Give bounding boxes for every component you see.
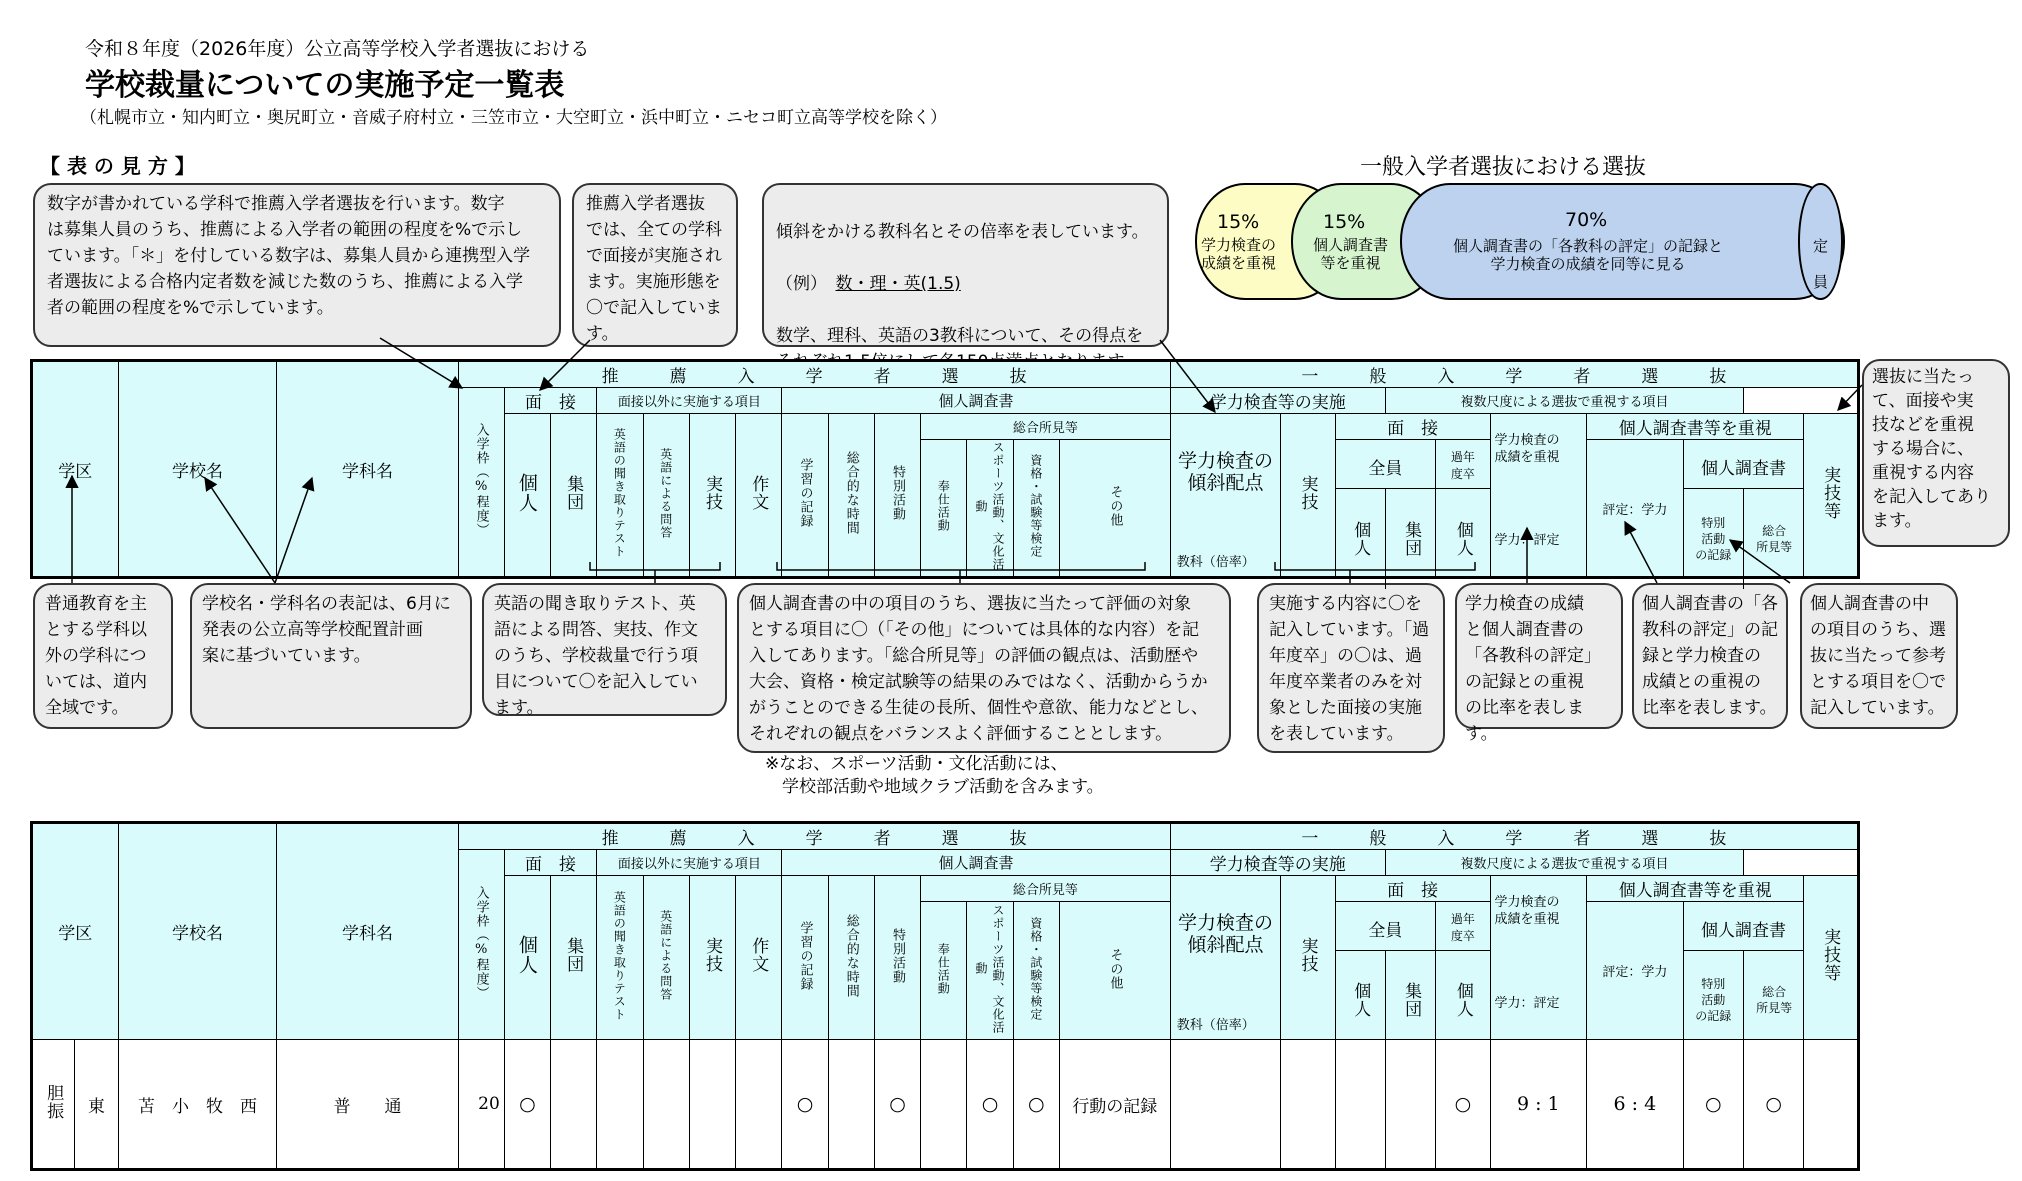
cell-jitsugi2 <box>1281 1040 1335 1170</box>
seg3-pct: 70% <box>1565 209 1608 231</box>
hdr2-fukusu: 複数尺度による選抜で重視する項目 <box>1385 850 1743 876</box>
hdr-hoshi: 奉仕活動 <box>921 440 967 578</box>
sub-zenin-0: 個人 <box>1335 950 1385 1050</box>
hdr2-hyotei-gak: 評定：学力 <box>1587 902 1684 1040</box>
page-title: 学校裁量についての実施予定一覧表 <box>85 68 565 103</box>
sub-kojin2-0: 特別 活動 の記録 <box>1683 488 1743 589</box>
cell-zenin-ind <box>1335 1040 1385 1170</box>
sub-kanendo-0: 個人 <box>1436 488 1490 589</box>
hdr2-ippan: 一 般 入 学 者 選 抜 <box>1170 823 1858 850</box>
hdr-waku: 入学枠（%程度） <box>458 388 504 578</box>
weighting-example: （例） 数・理・英(1.5) <box>776 274 961 294</box>
hdr2-sports: スポーツ活動、文化活動 <box>967 902 1013 1040</box>
table-row <box>32 1040 1859 1170</box>
header-exclusions: （札幌市立・知内町立・奥尻町立・音威子府村立・三笠市立・大空町立・浜中町立・ニセコ町立高等学校を除く） <box>80 108 947 128</box>
hdr2-kojin: 個人調査書 <box>782 850 1170 876</box>
hdr2-mensetsu: 面 接 <box>504 850 597 876</box>
hdr2-mensetsu2: 面 接 <box>1335 876 1490 902</box>
hdr2-eigo-mondo: 英語による問答 <box>643 876 689 1040</box>
cell-zenin-grp <box>1385 1040 1435 1170</box>
cell-eigo-kiki <box>597 1040 643 1170</box>
hdr-sakubun: 作文 <box>736 414 782 578</box>
cap-text: 定 員 <box>1813 237 1829 291</box>
data-table <box>30 821 1860 1171</box>
hdr2-tokubetsu: 特別活動 <box>874 876 920 1040</box>
callout-ratio-academic: 学力検査の成績 と個人調査書の 「各教科の評定」 の記録との重視 の比率を表します。 <box>1455 583 1623 729</box>
hdr-sogo-shoken: 総合所見等 <box>921 414 1171 440</box>
hdr2-zenin: 全員 <box>1335 902 1436 1040</box>
hdr-zenin: 全員 <box>1335 440 1436 578</box>
callout-ratio-report: 個人調査書の「各 教科の評定」の記 録と学力検査の 成績との重視の 比率を表します。 <box>1632 583 1788 729</box>
hdr2-sogo-shoken: 総合所見等 <box>921 876 1171 902</box>
hdr-keisha: 学力検査の 傾斜配点 教科（倍率） <box>1170 414 1281 578</box>
hdr-mensetsu-igai: 面接以外に実施する項目 <box>597 388 782 414</box>
weighting-desc: 数学、理科、英語の3教科について、その得点を <box>776 326 1144 346</box>
callout-reference: 個人調査書の中 の項目のうち、選 抜に当たって参考 とする項目を〇で 記入しています。 <box>1800 583 1958 729</box>
cell-shudan <box>551 1040 597 1170</box>
hdr2-sogo-jikan: 総合的な時間 <box>828 876 874 1040</box>
hdr-kojin-juushi: 個人調査書等を重視 <box>1587 414 1804 440</box>
hdr2-kojin-men: 個人 <box>504 876 550 1040</box>
hdr-kojin2: 個人調査書 <box>1683 440 1804 578</box>
hdr2-gakku: 学区 <box>32 823 119 1040</box>
callout-names: 学校名・学科名の表記は、6月に 発表の公立高等学校配置計画 案に基づいています。 <box>190 583 472 729</box>
cell-shikaku: ○ <box>1013 1040 1059 1170</box>
cell-kojin-men: ○ <box>504 1040 550 1170</box>
general-selection-title: 一般入学者選抜における選抜 <box>1360 155 1647 180</box>
hdr2-jitsugi: 実技 <box>689 876 735 1040</box>
hdr2-gakuryoku: 学力検査等の実施 <box>1170 850 1385 876</box>
sub-kanendo-0: 個人 <box>1436 950 1490 1050</box>
callout-extra-items: 英語の聞き取りテスト、英 語による問答、実技、作文 のうち、学校裁量で行う項 目について〇を記入してい ます。 <box>482 583 727 716</box>
cell-ratio-academic: 9 : 1 <box>1490 1040 1587 1170</box>
cell-tokubetsu2: ○ <box>1683 1040 1743 1170</box>
sub-kojin2-1: 総合 所見等 <box>1743 488 1803 589</box>
hdr2-school: 学校名 <box>118 823 277 1040</box>
hdr2-gak-juushi: 学力検査の 成績を重視 学力：評定 <box>1490 876 1587 1040</box>
hdr2-suisen: 推 薦 入 学 者 選 抜 <box>458 823 1170 850</box>
sub-zenin-0: 個人 <box>1335 488 1385 589</box>
hdr-sonota: その他 <box>1059 440 1170 578</box>
hdr2-jitsugi2: 実技 <box>1281 876 1335 1040</box>
callout-report: 個人調査書の中の項目のうち、選抜に当たって評価の対象 とする項目に〇（「その他」については具体的な内容）を記 入してあります。「総合所見等」の評価の観点は、活動歴や 大会、資格・検定試験等の結果のみではなく、活動からうか がうことのできる生徒の長所、個性や意欲、能力などとし、 それぞれの観点をバランスよく評価することとします。 <box>737 583 1231 753</box>
seg1-text: 学力検査の 成績を重視 <box>1201 236 1277 272</box>
header-line1: 令和８年度（2026年度）公立高等学校入学者選抜における <box>85 38 590 60</box>
hdr-shikaku: 資格・試験等検定 <box>1013 440 1059 578</box>
seg2-text: 個人調査書 等を重視 <box>1313 236 1389 272</box>
hdr2-waku: 入学枠（%程度） <box>458 850 504 1040</box>
hdr2-dept: 学科名 <box>277 823 458 1040</box>
cell-sogo2: ○ <box>1743 1040 1803 1170</box>
hdr2-kojin-juushi: 個人調査書等を重視 <box>1587 876 1804 902</box>
hdr2-gakushu: 学習の記録 <box>782 876 828 1040</box>
footnote: ※なお、スポーツ活動・文化活動には、 学校部活動や地域クラブ活動を含みます。 <box>765 754 1104 797</box>
cell-waku: 20 <box>458 1040 504 1170</box>
hdr2-kojin2: 個人調査書 <box>1683 902 1804 1040</box>
hdr2-shudan: 集団 <box>551 876 597 1040</box>
hdr2-eigo-kiki: 英語の聞き取りテスト <box>597 876 643 1040</box>
sub-kojin2-0: 特別 活動 の記録 <box>1683 950 1743 1050</box>
hdr-jitsugi-to: 実技等 <box>1804 414 1859 578</box>
hdr-school: 学校名 <box>118 361 277 578</box>
callout-weighting <box>762 183 1169 347</box>
sub-zenin-1: 集団 <box>1385 488 1435 589</box>
hdr-jitsugi: 実技 <box>689 414 735 578</box>
hdr-eigo-kiki: 英語の聞き取りテスト <box>597 414 643 578</box>
callout-interview: 推薦入学者選抜 では、全ての学科 で面接が実施され ます。実施形態を 〇で記入していま す。 <box>572 183 738 347</box>
seg2-pct: 15% <box>1323 211 1366 233</box>
hdr-eigo-mondo: 英語による問答 <box>643 414 689 578</box>
callout-quota: 数字が書かれている学科で推薦入学者選抜を行います。数字 は募集人員のうち、推薦による入学者の範囲の程度を%で示し ています。「＊」を付している数字は、募集人員から連携型入学 者選抜による合格内定者数を減じた数のうち、推薦による入学 者の範囲の程度を%で示しています。 <box>33 183 561 347</box>
hdr-tokubetsu: 特別活動 <box>874 414 920 578</box>
cell-jitsugi <box>689 1040 735 1170</box>
cell-hoshi <box>921 1040 967 1170</box>
hdr2-keisha: 学力検査の 傾斜配点 教科（倍率） <box>1170 876 1281 1040</box>
hdr-gakuryoku: 学力検査等の実施 <box>1170 388 1385 414</box>
cell-dept: 普 通 <box>277 1040 458 1170</box>
hdr-jitsugi2: 実技 <box>1281 414 1335 578</box>
hdr-sogo-jikan: 総合的な時間 <box>828 414 874 578</box>
hdr2-kanendo: 過年 度卒 <box>1436 902 1490 1040</box>
cell-gakushu: ○ <box>782 1040 828 1170</box>
hdr-mensetsu2: 面 接 <box>1335 414 1490 440</box>
hdr-sports: スポーツ活動、文化活動 <box>967 440 1013 578</box>
hdr-mensetsu: 面 接 <box>504 388 597 414</box>
hdr2-jitsugi-to: 実技等 <box>1804 876 1859 1040</box>
hdr-kojin-men: 個人 <box>504 414 550 578</box>
cell-jitsugi-to <box>1804 1040 1859 1170</box>
hdr-shudan: 集団 <box>551 414 597 578</box>
hdr-kanendo: 過年 度卒 <box>1436 440 1490 578</box>
hdr-gak-juushi: 学力検査の 成績を重視 学力：評定 <box>1490 414 1587 578</box>
cell-keisha <box>1170 1040 1281 1170</box>
hdr-ippan: 一 般 入 学 者 選 抜 <box>1170 361 1858 388</box>
hdr2-sonota: その他 <box>1059 902 1170 1040</box>
cell-school: 苫 小 牧 西 <box>118 1040 277 1170</box>
cell-area: 東 <box>75 1040 118 1170</box>
legend-table <box>30 359 1860 579</box>
legend-heading: 【 表 の 見 方 】 <box>40 154 195 178</box>
hdr-hyotei-gak: 評定：学力 <box>1587 440 1684 578</box>
hdr-fukusu: 複数尺度による選抜で重視する項目 <box>1385 388 1743 414</box>
callout-district: 普通教育を主 とする学科以 外の学科につ いては、道内 全域です。 <box>33 583 173 729</box>
sub-kojin2-1: 総合 所見等 <box>1743 950 1803 1050</box>
hdr-dept: 学科名 <box>277 361 458 578</box>
cell-district: 胆振 <box>32 1040 75 1170</box>
hdr2-shikaku: 資格・試験等検定 <box>1013 902 1059 1040</box>
hdr-gakushu: 学習の記録 <box>782 414 828 578</box>
cell-sports: ○ <box>967 1040 1013 1170</box>
cell-tokubetsu: ○ <box>874 1040 920 1170</box>
hdr2-sakubun: 作文 <box>736 876 782 1040</box>
cell-sakubun <box>736 1040 782 1170</box>
callout-implementation: 実施する内容に〇を 記入しています。「過 年度卒」の〇は、過 年度卒業者のみを対 象とした面接の実施 を表しています。 <box>1257 583 1445 753</box>
callout-emphasis: 選抜に当たっ て、面接や実 技などを重視 する場合に、 重視する内容 を記入してあり ます。 <box>1862 359 2010 547</box>
cell-ratio-report: 6 : 4 <box>1587 1040 1684 1170</box>
hdr-gakku: 学区 <box>32 361 119 578</box>
sub-zenin-1: 集団 <box>1385 950 1435 1050</box>
hdr-suisen: 推 薦 入 学 者 選 抜 <box>458 361 1170 388</box>
seg1-pct: 15% <box>1217 211 1260 233</box>
cell-sonota: 行動の記録 <box>1059 1040 1170 1170</box>
ratio-cylinder <box>1195 183 1845 300</box>
seg3-text: 個人調査書の「各教科の評定」の記録と 学力検査の成績を同等に見る <box>1453 237 1724 273</box>
hdr2-mensetsu-igai: 面接以外に実施する項目 <box>597 850 782 876</box>
hdr2-hoshi: 奉仕活動 <box>921 902 967 1040</box>
weighting-line1: 傾斜をかける教科名とその倍率を表しています。 <box>776 222 1149 242</box>
cell-sogo-jikan <box>828 1040 874 1170</box>
hdr-kojin: 個人調査書 <box>782 388 1170 414</box>
cell-eigo-mondo <box>643 1040 689 1170</box>
cell-kanendo: ○ <box>1436 1040 1490 1170</box>
